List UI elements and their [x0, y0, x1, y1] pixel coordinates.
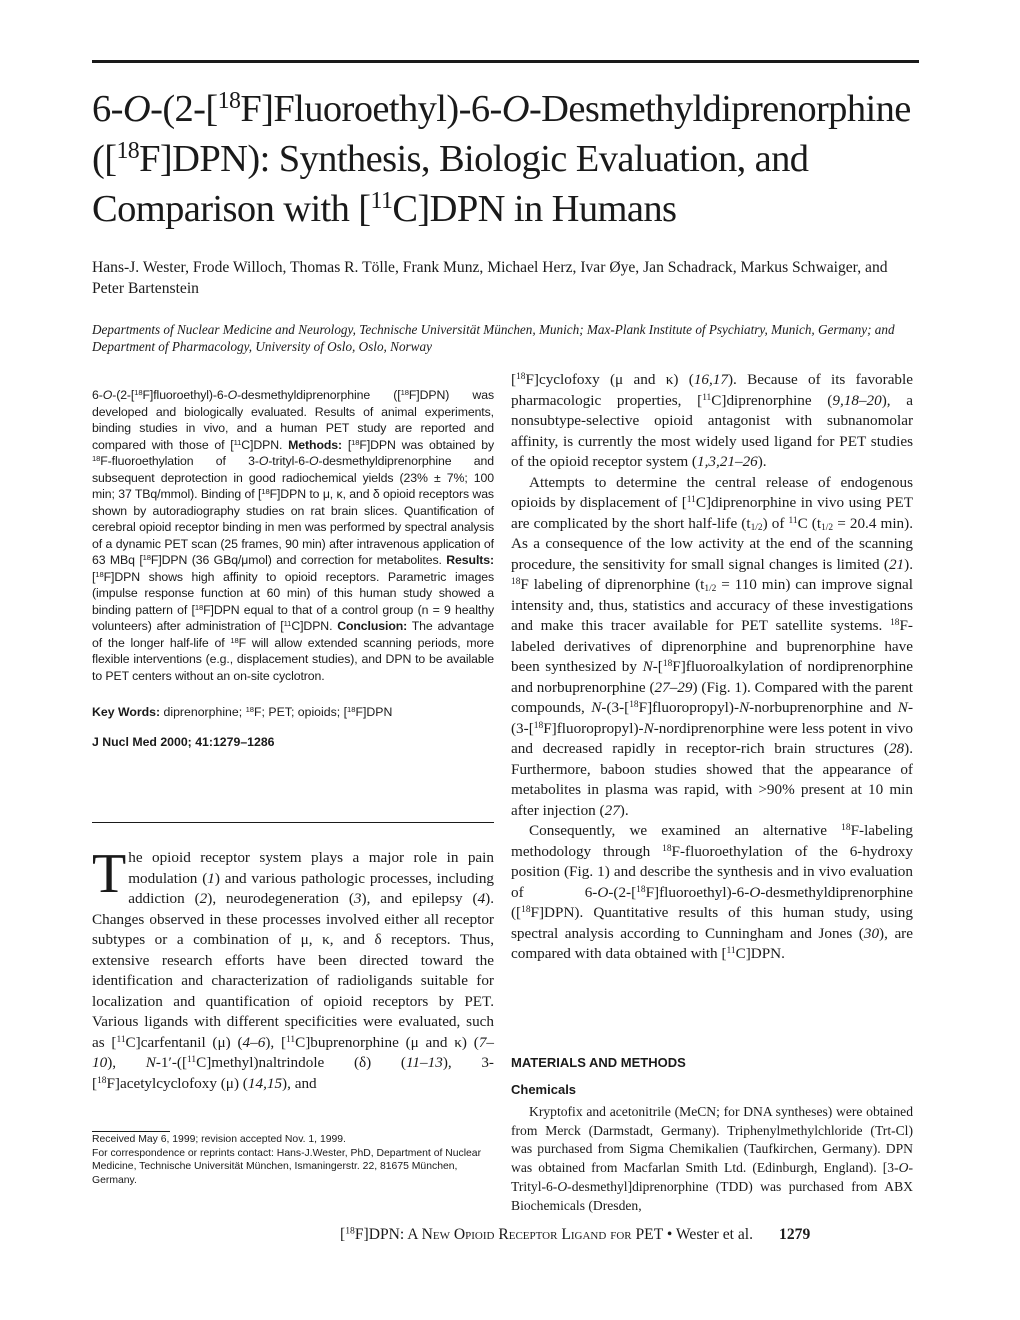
- conclusion-label: Conclusion:: [337, 619, 408, 633]
- author-list: Hans-J. Wester, Frode Willoch, Thomas R. Tölle, Frank Munz, Michael Herz, Ivar Øye, Jan Schadrack, Markus Schwaiger, and Peter Bartenstein: [92, 259, 888, 297]
- title-line-2: ([$^{18}$F]DPN): Synthesis, Biologic Evaluation, and: [92, 137, 809, 180]
- keywords-label: Key Words:: [92, 705, 161, 719]
- paragraph: [$^{18}$F]cyclofoxy (μ and κ) (16,17). Because of its favorable pharmacologic properties, [$^{11}$C]diprenorphine (9,18–20), a nonsubtype-selective opioid antagonist with subnanomolar affinity, is currently the most widely used ligand for PET studies of the opioid receptor system (1,3,21–26).: [511, 371, 914, 470]
- abstract-rule: [92, 822, 494, 823]
- chemicals-text: Kryptofix and acetonitrile (MeCN; for DNA syntheses) were obtained from Merck (Darmstadt, Germany). Triphenylmethylchloride (Trt-Cl) was purchased from Sigma Chemikalien (Taufkirchen, Germany). DPN was obtained from Macfarlan Smith Ltd. (Edinburgh, England). [3-O-Trityl-6-O-desmethyl]diprenorphine (TDD) was purchased from ABX Biochemicals (Dresden,: [511, 1104, 913, 1213]
- title-line-1: 6-O-(2-[$^{18}$F]Fluoroethyl)-6-O-Desmethyldiprenorphine: [92, 87, 911, 130]
- paragraph: Attempts to determine the central release of endogenous opioids by displacement of [$^{11}$C]diprenorphine in vivo using PET are complicated by the short half-life $(t_{1/2})$ of $^{11}$C ($t_{1/2} = 20.4$ min). As a consequence of the low activity at the end of the scanning procedure, the sensitivity for small signal changes is limited (21). $^{18}$F labeling of diprenorphine ($t_{1/2} = 110$ min) can improve signal intensity and, thus, statistics and accuracy of these investigations and make this tracer available for PET satellite systems. $^{18}$F-labeled derivatives of diprenorphine and buprenorphine have been synthesized by N-[$^{18}$F]fluoroalkylation of nordiprenorphine and norbuprenorphine (27–29) (Fig. 1). Compared with the parent compounds, N-(3-[$^{18}$F]fluoropropyl)-N-norbuprenorphine and N-(3-[$^{18}$F]fluoropropyl)-N-nordiprenorphine were less potent in vivo and decreased rapidly in receptor-rich brain structures (28). Furthermore, baboon studies showed that the appearance of metabolites in plasma was rapid, with >90% present at 10 min after injection (27).: [511, 473, 914, 819]
- article-title: [92, 84, 922, 234]
- title-line-3: Comparison with [$^{11}$C]DPN in Humans: [92, 187, 677, 230]
- footnote-rule: [92, 1131, 170, 1132]
- footnote: [92, 1133, 494, 1187]
- introduction-text: The opioid receptor system plays a major role in pain modulation (1) and various pathologic processes, including addiction (2), neurodegeneration (3), and epilepsy (4). Changes observed in these processes involved either all receptor subtypes or a combination of μ, κ, and δ receptors. Thus, extensive research efforts have been directed toward the identification and characterization of radioligands suitable for localization and quantification of opioid receptors by PET. Various ligands with different specificities were evaluated, such as [$^{11}$C]carfentanil (μ) (4–6), [$^{11}$C]buprenorphine (μ and κ) (7–10), N-1′-([$^{11}$C]methyl)naltrindole (δ) (11–13), 3-[$^{18}$F]acetylcyclofoxy (μ) (14,15), and: [92, 843, 495, 1092]
- running-footer: [$^{18}$F]DPN: A New Opioid Receptor Ligand for PET • Wester et al. 1279: [340, 1225, 811, 1243]
- keywords: Key Words: diprenorphine; $^{18}$F; PET; opioids; [$^{18}$F]DPN: [92, 704, 393, 719]
- page-number: 1279: [779, 1226, 811, 1243]
- journal-citation: J Nucl Med 2000; 41:1279–1286: [92, 735, 275, 749]
- top-rule: [92, 60, 919, 63]
- subsection-heading: Chemicals: [511, 1082, 577, 1097]
- correspondence-note: For correspondence or reprints contact: Hans-J.Wester, PhD, Department of Nuclear Medicine, Technische Universität München, Ismaningerstr. 22, 81675 München, Germany.: [92, 1147, 482, 1186]
- results-label: Results:: [446, 553, 494, 567]
- section-heading: MATERIALS AND METHODS: [511, 1055, 686, 1070]
- abstract: 6-O-(2-[$^{18}$F]fluoroethyl)-6-O-desmethyldiprenorphine ([$^{18}$F]DPN) was developed and biologically evaluated. Results of animal experiments, binding studies in vivo, and a human PET study are reported and compared with those of [$^{11}$C]DPN. Methods: [$^{18}$F]DPN was obtained by $^{18}$F-fluoroethylation of 3-O-trityl-6-O-desmethyldiprenorphine and subsequent deprotection in good radiochemical yields (23% ± 7%; 100 min; 37 TBq/mmol). Binding of [$^{18}$F]DPN to μ, κ, and δ opioid receptors was shown by autoradiography studies on rat brain slices. Quantification of cerebral opioid receptor binding in men was performed by spectral analysis of a dynamic PET scan (25 frames, 90 min) after intravenous application of 63 MBq [$^{18}$F]DPN (36 GBq/μmol) and correction for metabolites. Results: [$^{18}$F]DPN shows high affinity to opioid receptors. Parametric images (impulse response function at 60 min) of this human study showed a binding pattern of [$^{18}$F]DPN equal to that of a control group (n = 9 healthy volunteers) after administration of [$^{11}$C]DPN. Conclusion: The advantage of the longer half-life of $^{18}$F will allow extended scanning periods, more flexible interventions (e.g., displacement studies), and DPN to be available to PET centers without an on-site cyclotron.: [92, 387, 495, 683]
- affiliations: Departments of Nuclear Medicine and Neurology, Technische Universität München, Munich; Max-Plank Institute of Psychiatry, Munich, Germany; and Department of Pharmacology, University of Oslo, Oslo, Norway: [92, 322, 895, 354]
- introduction-continued: [511, 370, 913, 965]
- received-dates: Received May 6, 1999; revision accepted Nov. 1, 1999.: [92, 1134, 346, 1145]
- drop-cap: T: [92, 843, 127, 905]
- paragraph: Consequently, we examined an alternative $^{18}$F-labeling methodology through $^{18}$F-fluoroethylation of the 6-hydroxy position (Fig. 1) and describe the synthesis and in vivo evaluation of 6-O-(2-[$^{18}$F]fluoroethyl)-6-O-desmethyldiprenorphine ([$^{18}$F]DPN). Quantitative results of this human study, using spectral analysis according to Cunningham and Jones (30), are compared with data obtained with [$^{11}$C]DPN.: [511, 822, 913, 962]
- methods-label: Methods:: [288, 437, 343, 452]
